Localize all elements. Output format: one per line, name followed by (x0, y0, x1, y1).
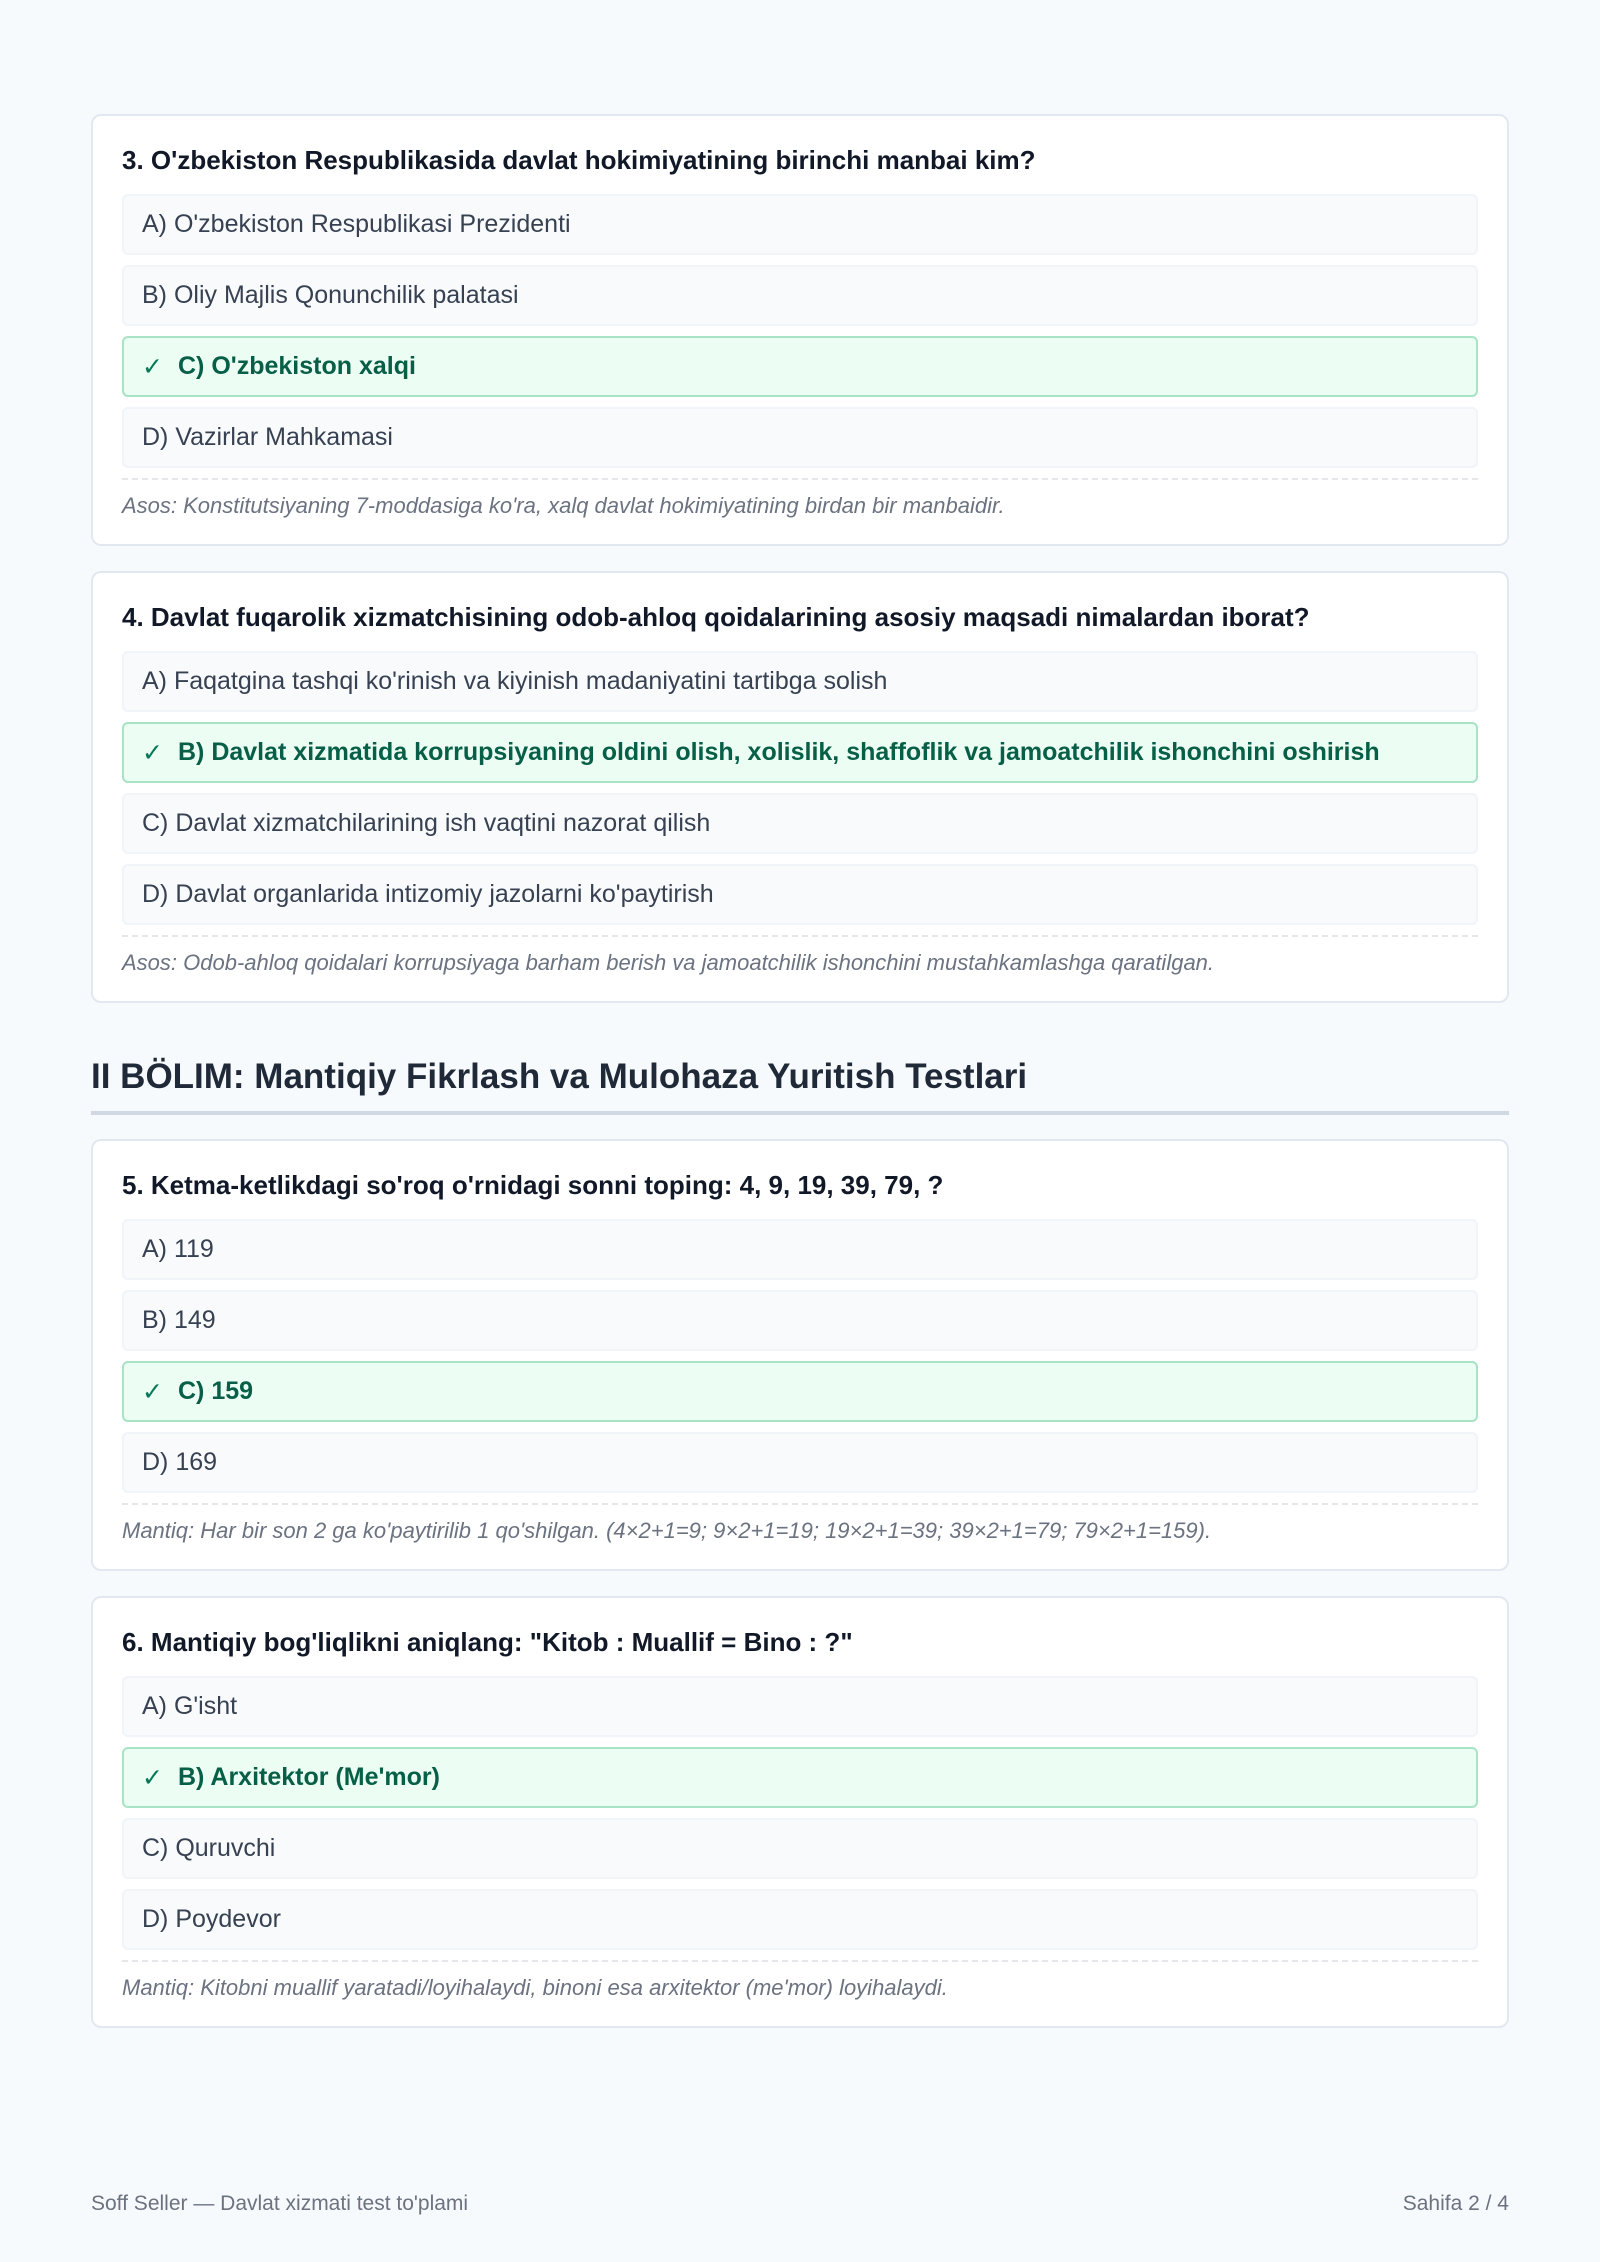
answer-explanation: Mantiq: Har bir son 2 ga ko'paytirilib 1 qo'shilgan. (4×2+1=9; 9×2+1=19; 19×2+1=39; 39×2+1=79; 79×2+1=159). (122, 1503, 1478, 1545)
question-title: 6. Mantiqiy bog'liqlikni aniqlang: "Kitob : Muallif = Bino : ?" (122, 1627, 853, 1657)
answer-explanation: Asos: Odob-ahloq qoidalari korrupsiyaga barham berish va jamoatchilik ishonchini mustahkamlashga qaratilgan. (122, 935, 1478, 977)
option-a[interactable] (122, 651, 1478, 712)
question-card-5 (91, 1139, 1509, 1571)
option-b-correct[interactable] (122, 1747, 1478, 1808)
option-label: C) Quruvchi (142, 1834, 276, 1862)
option-b-correct[interactable] (122, 722, 1478, 783)
option-label: B) Oliy Majlis Qonunchilik palatasi (142, 281, 519, 309)
checkmark-icon: ✓ (142, 1763, 163, 1792)
question-card-4 (91, 571, 1509, 1003)
option-label: A) 119 (142, 1235, 214, 1263)
option-label: D) Davlat organlarida intizomiy jazolarni ko'paytirish (142, 880, 714, 908)
page-number: Sahifa 2 / 4 (1402, 2192, 1509, 2215)
option-d[interactable] (122, 1432, 1478, 1493)
question-title: 4. Davlat fuqarolik xizmatchisining odob-ahloq qoidalarining asosiy maqsadi nimalardan iborat? (122, 602, 1310, 632)
question-card-3 (91, 114, 1509, 546)
answer-explanation: Mantiq: Kitobni muallif yaratadi/loyihalaydi, binoni esa arxitektor (me'mor) loyihalaydi. (122, 1960, 1478, 2002)
option-c[interactable] (122, 1818, 1478, 1879)
option-label: D) Vazirlar Mahkamasi (142, 423, 393, 451)
answer-explanation: Asos: Konstitutsiyaning 7-moddasiga ko'ra, xalq davlat hokimiyatining birdan bir manbaidir. (122, 478, 1478, 520)
option-label: C) O'zbekiston xalqi (178, 352, 416, 380)
option-label: B) Arxitektor (Me'mor) (178, 1763, 440, 1791)
option-label: C) Davlat xizmatchilarining ish vaqtini nazorat qilish (142, 809, 711, 837)
option-a[interactable] (122, 1219, 1478, 1280)
question-title: 5. Ketma-ketlikdagi so'roq o'rnidagi sonni toping: 4, 9, 19, 39, 79, ? (122, 1170, 944, 1200)
option-d[interactable] (122, 864, 1478, 925)
checkmark-icon: ✓ (142, 1377, 163, 1406)
option-label: C) 159 (178, 1377, 254, 1405)
option-c-correct[interactable] (122, 336, 1478, 397)
checkmark-icon: ✓ (142, 352, 163, 381)
option-d[interactable] (122, 407, 1478, 468)
checkmark-icon: ✓ (142, 738, 163, 767)
question-title: 3. O'zbekiston Respublikasida davlat hokimiyatining birinchi manbai kim? (122, 145, 1036, 175)
option-label: A) Faqatgina tashqi ko'rinish va kiyinish madaniyatini tartibga solish (142, 667, 888, 695)
option-label: B) 149 (142, 1306, 216, 1334)
option-c-correct[interactable] (122, 1361, 1478, 1422)
page-footer (91, 2192, 1509, 2216)
option-a[interactable] (122, 1676, 1478, 1737)
option-label: A) O'zbekiston Respublikasi Prezidenti (142, 210, 571, 238)
section-heading: II BÖLIM: Mantiqiy Fikrlash va Mulohaza Yuritish Testlari (91, 1057, 1509, 1115)
option-d[interactable] (122, 1889, 1478, 1950)
option-b[interactable] (122, 265, 1478, 326)
option-label: D) 169 (142, 1448, 218, 1476)
option-b[interactable] (122, 1290, 1478, 1351)
option-label: B) Davlat xizmatida korrupsiyaning oldini olish, xolislik, shaffoflik va jamoatchilik ishonchini oshirish (178, 738, 1380, 766)
page-content (91, 114, 1509, 2053)
option-a[interactable] (122, 194, 1478, 255)
option-label: D) Poydevor (142, 1905, 281, 1933)
option-c[interactable] (122, 793, 1478, 854)
question-card-6 (91, 1596, 1509, 2028)
footer-title: Soff Seller — Davlat xizmati test to'plami (91, 2192, 469, 2215)
option-label: A) G'isht (142, 1692, 238, 1720)
